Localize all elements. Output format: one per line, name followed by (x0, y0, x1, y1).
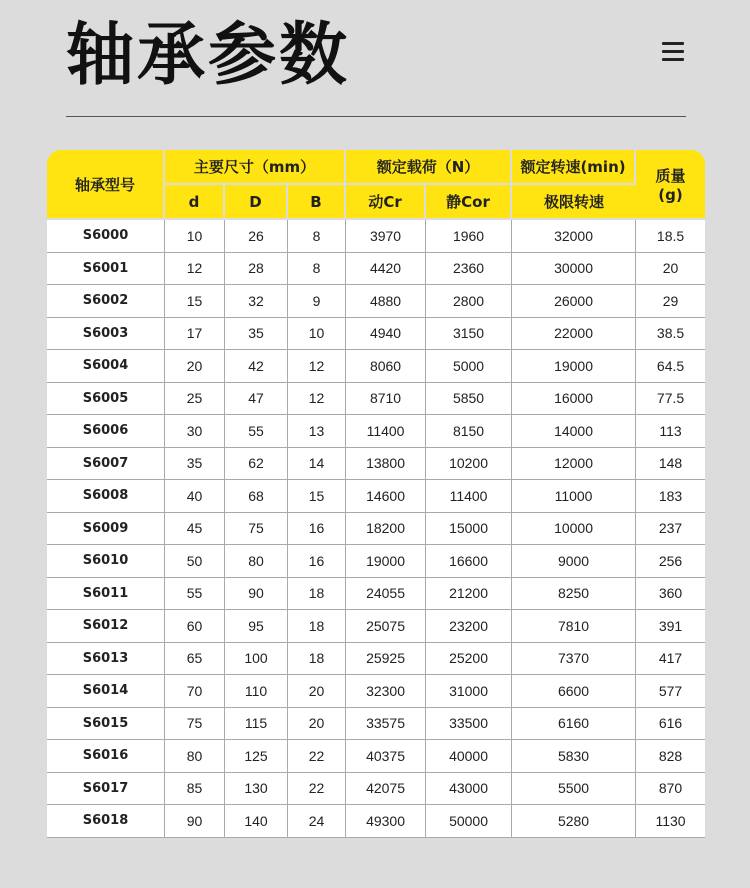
table-row (47, 220, 705, 253)
cell-d: 70 (165, 675, 225, 708)
cell-limit-speed: 5830 (512, 740, 636, 773)
cell-B: 12 (288, 350, 346, 383)
cell-B: 12 (288, 383, 346, 416)
cell-d: 10 (165, 220, 225, 253)
cell-dynamic-load: 4940 (346, 318, 426, 351)
cell-d: 15 (165, 285, 225, 318)
title-divider (66, 116, 686, 117)
table-row (47, 578, 705, 611)
cell-mass: 113 (636, 415, 705, 448)
cell-mass: 577 (636, 675, 705, 708)
cell-mass: 29 (636, 285, 705, 318)
cell-limit-speed: 10000 (512, 513, 636, 546)
table-row (47, 253, 705, 286)
header-dims-group: 主要尺寸（mm） (165, 150, 346, 185)
cell-dynamic-load: 13800 (346, 448, 426, 481)
cell-D: 28 (225, 253, 288, 286)
cell-limit-speed: 26000 (512, 285, 636, 318)
cell-limit-speed: 22000 (512, 318, 636, 351)
cell-B: 22 (288, 740, 346, 773)
table-row (47, 480, 705, 513)
cell-dynamic-load: 32300 (346, 675, 426, 708)
cell-model: S6006 (47, 415, 165, 448)
cell-d: 80 (165, 740, 225, 773)
cell-model: S6015 (47, 708, 165, 741)
table-row (47, 740, 705, 773)
cell-mass: 391 (636, 610, 705, 643)
cell-D: 75 (225, 513, 288, 546)
cell-B: 18 (288, 578, 346, 611)
cell-limit-speed: 7810 (512, 610, 636, 643)
cell-D: 100 (225, 643, 288, 676)
cell-static-load: 3150 (426, 318, 512, 351)
cell-mass: 1130 (636, 805, 705, 838)
cell-dynamic-load: 8710 (346, 383, 426, 416)
cell-static-load: 33500 (426, 708, 512, 741)
cell-static-load: 10200 (426, 448, 512, 481)
cell-limit-speed: 8250 (512, 578, 636, 611)
cell-D: 125 (225, 740, 288, 773)
header-static-load: 静Cor (426, 185, 512, 220)
header-model: 轴承型号 (47, 150, 165, 220)
cell-D: 68 (225, 480, 288, 513)
cell-D: 95 (225, 610, 288, 643)
cell-mass: 360 (636, 578, 705, 611)
cell-dynamic-load: 4880 (346, 285, 426, 318)
cell-d: 55 (165, 578, 225, 611)
cell-static-load: 25200 (426, 643, 512, 676)
cell-limit-speed: 14000 (512, 415, 636, 448)
cell-static-load: 43000 (426, 773, 512, 806)
cell-d: 40 (165, 480, 225, 513)
cell-dynamic-load: 40375 (346, 740, 426, 773)
cell-mass: 38.5 (636, 318, 705, 351)
cell-B: 20 (288, 675, 346, 708)
cell-limit-speed: 30000 (512, 253, 636, 286)
cell-D: 130 (225, 773, 288, 806)
cell-B: 20 (288, 708, 346, 741)
cell-model: S6016 (47, 740, 165, 773)
cell-static-load: 16600 (426, 545, 512, 578)
cell-d: 12 (165, 253, 225, 286)
cell-model: S6004 (47, 350, 165, 383)
header-B: B (288, 185, 346, 220)
cell-dynamic-load: 33575 (346, 708, 426, 741)
cell-d: 20 (165, 350, 225, 383)
header-D: D (225, 185, 288, 220)
table-row (47, 643, 705, 676)
cell-d: 17 (165, 318, 225, 351)
cell-model: S6010 (47, 545, 165, 578)
bearing-params-table (47, 150, 705, 838)
cell-model: S6003 (47, 318, 165, 351)
cell-mass: 870 (636, 773, 705, 806)
cell-D: 26 (225, 220, 288, 253)
cell-mass: 237 (636, 513, 705, 546)
table-row (47, 285, 705, 318)
cell-dynamic-load: 49300 (346, 805, 426, 838)
cell-model: S6018 (47, 805, 165, 838)
cell-mass: 77.5 (636, 383, 705, 416)
cell-static-load: 5850 (426, 383, 512, 416)
table-row (47, 545, 705, 578)
cell-static-load: 15000 (426, 513, 512, 546)
cell-model: S6011 (47, 578, 165, 611)
cell-mass: 616 (636, 708, 705, 741)
table-row (47, 415, 705, 448)
cell-static-load: 23200 (426, 610, 512, 643)
cell-B: 8 (288, 253, 346, 286)
cell-static-load: 8150 (426, 415, 512, 448)
cell-B: 10 (288, 318, 346, 351)
table-row (47, 708, 705, 741)
cell-dynamic-load: 25925 (346, 643, 426, 676)
cell-model: S6014 (47, 675, 165, 708)
cell-static-load: 2360 (426, 253, 512, 286)
cell-mass: 148 (636, 448, 705, 481)
cell-mass: 256 (636, 545, 705, 578)
table-row (47, 318, 705, 351)
cell-mass: 18.5 (636, 220, 705, 253)
cell-static-load: 2800 (426, 285, 512, 318)
cell-static-load: 31000 (426, 675, 512, 708)
cell-B: 15 (288, 480, 346, 513)
cell-dynamic-load: 18200 (346, 513, 426, 546)
header-d: d (165, 185, 225, 220)
cell-d: 65 (165, 643, 225, 676)
cell-limit-speed: 5500 (512, 773, 636, 806)
cell-model: S6001 (47, 253, 165, 286)
table-row (47, 773, 705, 806)
header-speed-group: 额定转速(min) (512, 150, 636, 185)
cell-mass: 20 (636, 253, 705, 286)
cell-model: S6009 (47, 513, 165, 546)
header-dynamic-load: 动Cr (346, 185, 426, 220)
cell-dynamic-load: 4420 (346, 253, 426, 286)
cell-B: 8 (288, 220, 346, 253)
table-row (47, 448, 705, 481)
cell-model: S6012 (47, 610, 165, 643)
cell-limit-speed: 6160 (512, 708, 636, 741)
cell-model: S6002 (47, 285, 165, 318)
cell-static-load: 1960 (426, 220, 512, 253)
cell-limit-speed: 9000 (512, 545, 636, 578)
cell-dynamic-load: 14600 (346, 480, 426, 513)
cell-static-load: 50000 (426, 805, 512, 838)
cell-limit-speed: 16000 (512, 383, 636, 416)
cell-static-load: 5000 (426, 350, 512, 383)
header-mass (636, 150, 705, 220)
cell-limit-speed: 7370 (512, 643, 636, 676)
header-load-group: 额定载荷（N） (346, 150, 512, 185)
cell-dynamic-load: 8060 (346, 350, 426, 383)
cell-limit-speed: 12000 (512, 448, 636, 481)
cell-static-load: 40000 (426, 740, 512, 773)
cell-D: 80 (225, 545, 288, 578)
cell-d: 45 (165, 513, 225, 546)
cell-D: 35 (225, 318, 288, 351)
cell-d: 75 (165, 708, 225, 741)
cell-dynamic-load: 19000 (346, 545, 426, 578)
cell-model: S6005 (47, 383, 165, 416)
cell-B: 14 (288, 448, 346, 481)
cell-dynamic-load: 42075 (346, 773, 426, 806)
cell-D: 62 (225, 448, 288, 481)
header-row-1 (47, 150, 705, 185)
cell-model: S6017 (47, 773, 165, 806)
table-row (47, 513, 705, 546)
cell-d: 85 (165, 773, 225, 806)
cell-d: 35 (165, 448, 225, 481)
header-mass-unit: (g) (658, 185, 683, 204)
cell-D: 140 (225, 805, 288, 838)
cell-d: 50 (165, 545, 225, 578)
cell-dynamic-load: 25075 (346, 610, 426, 643)
table-row (47, 610, 705, 643)
cell-static-load: 11400 (426, 480, 512, 513)
cell-d: 30 (165, 415, 225, 448)
cell-D: 47 (225, 383, 288, 416)
cell-mass: 183 (636, 480, 705, 513)
cell-B: 13 (288, 415, 346, 448)
cell-D: 115 (225, 708, 288, 741)
cell-B: 22 (288, 773, 346, 806)
cell-B: 18 (288, 643, 346, 676)
table-row (47, 350, 705, 383)
cell-dynamic-load: 3970 (346, 220, 426, 253)
cell-dynamic-load: 11400 (346, 415, 426, 448)
cell-B: 18 (288, 610, 346, 643)
cell-mass: 64.5 (636, 350, 705, 383)
cell-D: 110 (225, 675, 288, 708)
cell-limit-speed: 11000 (512, 480, 636, 513)
cell-D: 90 (225, 578, 288, 611)
hamburger-menu-icon[interactable] (662, 42, 684, 62)
cell-B: 24 (288, 805, 346, 838)
cell-model: S6013 (47, 643, 165, 676)
cell-limit-speed: 5280 (512, 805, 636, 838)
cell-mass: 828 (636, 740, 705, 773)
header-mass-label: 质量 (655, 166, 686, 185)
table-row (47, 805, 705, 838)
cell-B: 16 (288, 513, 346, 546)
cell-limit-speed: 19000 (512, 350, 636, 383)
cell-D: 42 (225, 350, 288, 383)
cell-model: S6007 (47, 448, 165, 481)
cell-B: 16 (288, 545, 346, 578)
cell-limit-speed: 32000 (512, 220, 636, 253)
cell-d: 25 (165, 383, 225, 416)
cell-mass: 417 (636, 643, 705, 676)
cell-B: 9 (288, 285, 346, 318)
cell-dynamic-load: 24055 (346, 578, 426, 611)
cell-d: 60 (165, 610, 225, 643)
cell-D: 32 (225, 285, 288, 318)
cell-static-load: 21200 (426, 578, 512, 611)
header-limit-speed: 极限转速 (512, 185, 636, 220)
table-row (47, 383, 705, 416)
cell-model: S6008 (47, 480, 165, 513)
cell-D: 55 (225, 415, 288, 448)
cell-limit-speed: 6600 (512, 675, 636, 708)
page-title: 轴承参数 (66, 16, 351, 95)
table-row (47, 675, 705, 708)
cell-d: 90 (165, 805, 225, 838)
table-body (47, 220, 705, 838)
cell-model: S6000 (47, 220, 165, 253)
